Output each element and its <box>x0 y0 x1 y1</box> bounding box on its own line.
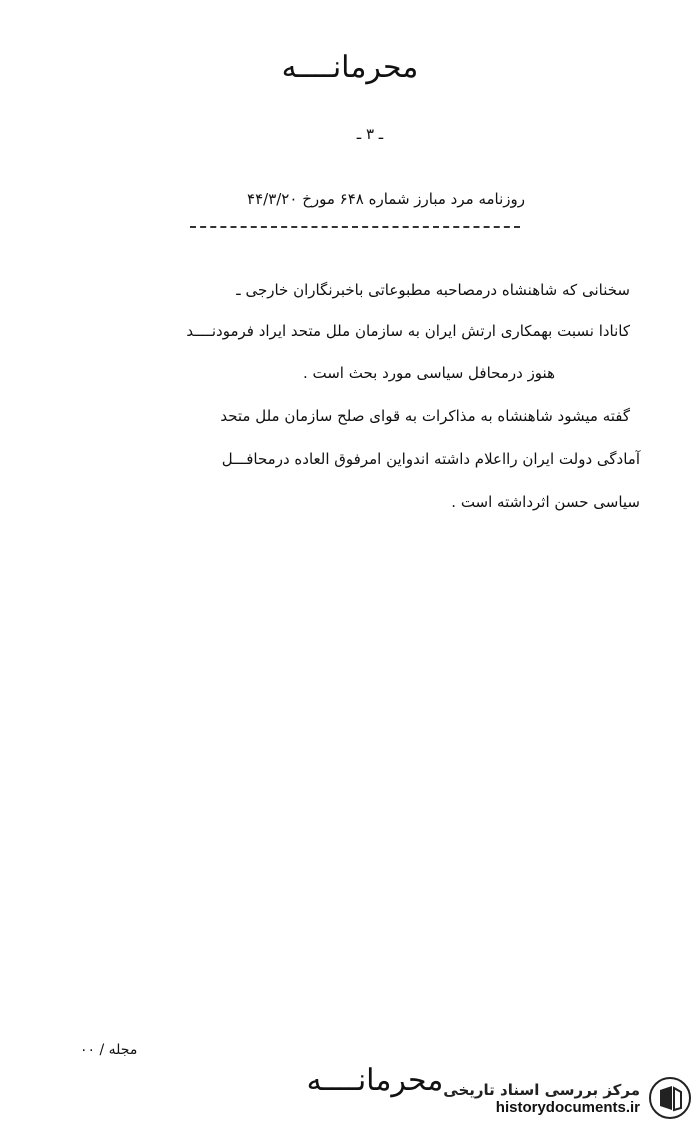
watermark-url: historydocuments.ir <box>495 1098 640 1116</box>
body-line-5: آمادگی دولت ایران رااعلام داشته اندواین امرفوق العاده درمحافـــل <box>221 450 640 468</box>
watermark-name: مرکز بررسی اسناد تاریخی <box>443 1080 640 1099</box>
source-underline <box>190 226 520 228</box>
archive-logo-icon <box>648 1076 692 1120</box>
page-number: ـ ۳ ـ <box>356 125 384 143</box>
body-line-6: سیاسی حسن اثرداشته است . <box>451 493 640 511</box>
folio-number: مجله / ۰۰ <box>80 1042 138 1058</box>
body-line-2: کانادا نسبت بهمکاری ارتش ایران به سازمان ملل متحد ایراد فرمودنــــد <box>186 322 630 340</box>
watermark-text <box>443 1081 640 1116</box>
body-line-4: گفته میشود شاهنشاه به مذاکرات به قوای صلح سازمان ملل متحد <box>220 407 630 425</box>
source-citation: روزنامه مرد مبارز شماره ۶۴۸ مورخ ۴۴/۳/۲۰ <box>247 190 525 208</box>
body-line-3: هنوز درمحافل سیاسی مورد بحث است . <box>302 364 555 382</box>
archive-watermark <box>443 1070 692 1126</box>
classification-header: محرمانــــه <box>281 50 419 85</box>
body-line-1: سخنانی که شاهنشاه درمصاحبه مطبوعاتی باخبرنگاران خارجی ـ <box>236 281 630 299</box>
classification-footer: محرمانــــه <box>306 1063 444 1098</box>
